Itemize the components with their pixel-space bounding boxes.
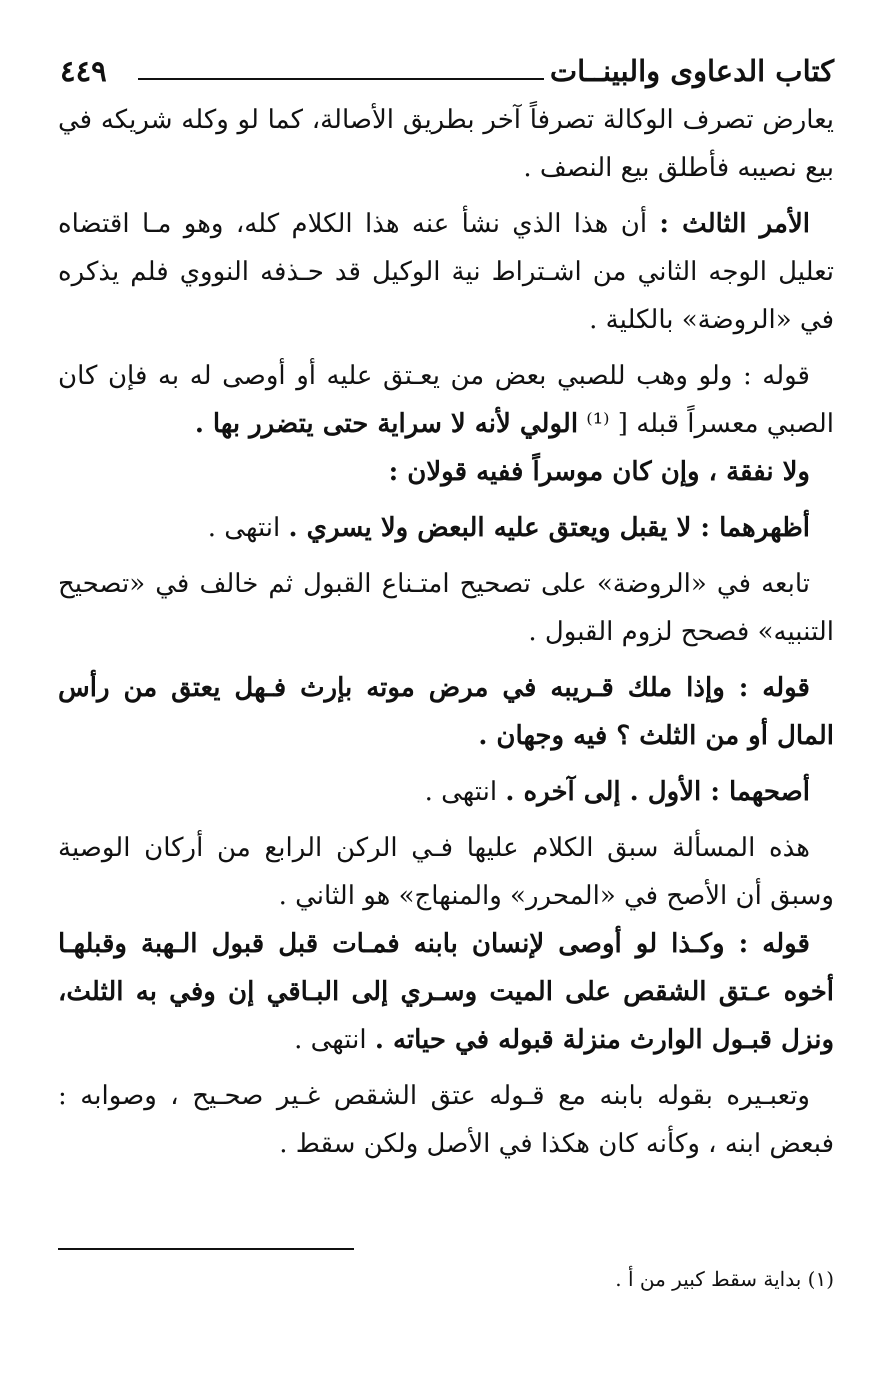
paragraph-4: [58, 448, 834, 496]
paragraph-bold: أصحهما : الأول . إلى آخره .: [505, 777, 810, 807]
footnote-rule: [58, 1248, 354, 1250]
running-header: [58, 52, 834, 96]
paragraph-text: وتعبـيره بقوله بابنه مع قـوله عتق الشقص غـير صحـيح ، وصوابه : فبعض ابنه ، وكأنه كان هكذا في الأصل ولكن سقط .: [58, 1081, 834, 1159]
paragraph-text: انتهى .: [294, 1025, 375, 1055]
header-rule: [138, 78, 544, 80]
footnote: (١) بداية سقط كبير من أ .: [615, 1267, 834, 1291]
paragraph-8: [58, 768, 834, 816]
page-number: ٤٤٩: [60, 54, 107, 88]
paragraph-text: انتهى .: [207, 513, 289, 543]
paragraph-text: يعارض تصرف الوكالة تصرفاً آخر بطريق الأصالة، كما لو وكله شريكه في بيع نصيبه فأطلق بيع النصف .: [58, 105, 834, 183]
paragraph-text: أن هذا الذي نشأ عنه هذا الكلام كله، وهو مـا اقتضاه تعليل الوجه الثاني من اشـتراط نية الوكيل قد حـذفه النووي فلم يذكره في «الروضة» بالكلية .: [58, 209, 834, 335]
paragraph-text: قوله : ولو وهب للصبي بعض من يعـتق عليه أو أوصى له به فإن كان الصبي معسراً قبله [ ⁽¹⁾: [58, 361, 834, 439]
paragraph-bold: الأمر الثالث :: [659, 209, 811, 239]
paragraph-9: [58, 824, 834, 920]
paragraph-bold: قوله : وإذا ملك قـريبه في مرض موته بإرث فـهل يعتق من رأس المال أو من الثلث ؟ فيه وجهان .: [58, 673, 834, 751]
paragraph-bold: أظهرهما : لا يقبل ويعتق عليه البعض ولا يسري .: [288, 513, 810, 543]
paragraph-text: هذه المسألة سبق الكلام عليها فـي الركن الرابع من أركان الوصية وسبق أن الأصح في «المحرر» والمنهاج» هو الثاني .: [58, 833, 834, 911]
paragraph-3: [58, 352, 834, 448]
paragraph-10: [58, 920, 834, 1064]
paragraph-bold: الولي لأنه لا سراية حتى يتضرر بها .: [194, 409, 579, 439]
paragraph-5: [58, 504, 834, 552]
paragraph-bold: قوله : وكـذا لو أوصى لإنسان بابنه فمـات قبل قبول الـهبة وقبلهـا أخوه عـتق الشقص على الميت وسـري إلى البـاقي إن وفي به الثلث، ونزل قبـول الوارث منزلة قبوله في حياته .: [58, 929, 834, 1055]
paragraph-text: تابعه في «الروضة» على تصحيح امتـناع القبول ثم خالف في «تصحيح التنبيه» فصحح لزوم القبول .: [58, 569, 834, 647]
paragraph-bold: ولا نفقة ، وإن كان موسراً ففيه قولان :: [388, 457, 810, 487]
paragraph-text: انتهى .: [424, 777, 506, 807]
page-body: [58, 52, 834, 1168]
paragraph-2: [58, 200, 834, 344]
paragraph-1: [58, 96, 834, 192]
paragraph-7: [58, 664, 834, 760]
paragraph-6: [58, 560, 834, 656]
paragraph-11: [58, 1072, 834, 1168]
book-title: كتاب الدعاوى والبينــات: [549, 54, 834, 88]
